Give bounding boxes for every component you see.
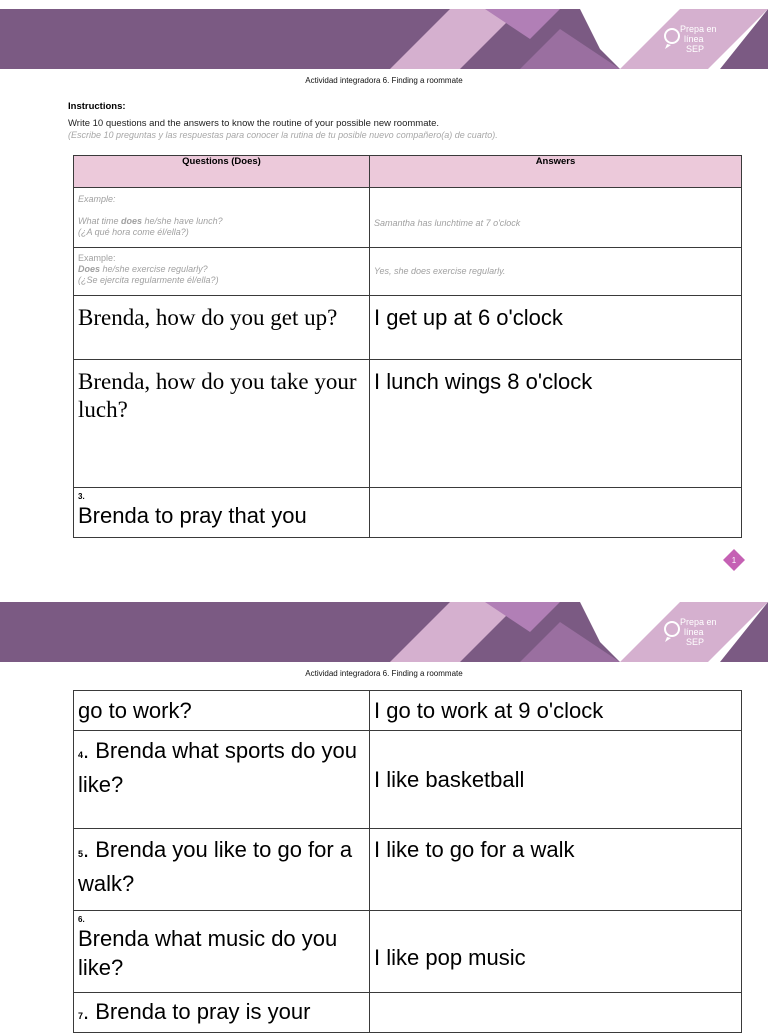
question-cell[interactable] bbox=[74, 296, 370, 360]
question-cell[interactable] bbox=[74, 731, 370, 829]
table-row bbox=[74, 488, 742, 538]
table-row bbox=[74, 360, 742, 488]
answer-cell[interactable] bbox=[370, 829, 742, 911]
answer-cell[interactable] bbox=[370, 731, 742, 829]
question-text: Brenda what music do you like? bbox=[78, 926, 338, 980]
question-number: 4 bbox=[78, 750, 84, 760]
question-text: Brenda, how do you take your luch? bbox=[78, 369, 357, 422]
question-cell[interactable] bbox=[74, 911, 370, 993]
example-1-label: Example: bbox=[78, 194, 116, 204]
question-number: 5 bbox=[78, 849, 84, 859]
question-text: go to work? bbox=[78, 698, 192, 723]
logo-line-1: Prepa en bbox=[680, 24, 717, 34]
answer-text: I like to go for a walk bbox=[374, 837, 575, 862]
answer-cell[interactable] bbox=[370, 993, 742, 1033]
answer-text: I lunch wings 8 o'clock bbox=[374, 369, 593, 394]
table-row bbox=[74, 829, 742, 911]
example-2-label: Example: bbox=[78, 253, 116, 263]
table-row bbox=[74, 691, 742, 731]
questions-table-page-2 bbox=[73, 690, 742, 1033]
example-2-answer-cell[interactable] bbox=[370, 248, 742, 296]
logo-icon bbox=[662, 27, 682, 49]
question-cell[interactable] bbox=[74, 829, 370, 911]
example-2-question-cell[interactable] bbox=[74, 248, 370, 296]
question-text: Brenda, how do you get up? bbox=[78, 305, 338, 330]
logo-line-1: Prepa en bbox=[680, 617, 717, 627]
example-1-question-cell[interactable] bbox=[74, 188, 370, 248]
header-banner-page-2 bbox=[0, 602, 768, 662]
table-row bbox=[74, 296, 742, 360]
answer-text: I go to work at 9 o'clock bbox=[374, 698, 604, 723]
logo-line-2: línea bbox=[684, 34, 704, 44]
question-text: 4. Brenda what sports do you like? bbox=[78, 738, 357, 797]
logo-line-3: SEP bbox=[686, 637, 705, 647]
logo-line-2: línea bbox=[684, 627, 704, 637]
example-1-question-spanish: (¿A qué hora come él/ella?) bbox=[78, 227, 189, 237]
answer-cell[interactable] bbox=[370, 296, 742, 360]
header-banner bbox=[0, 9, 768, 69]
example-row-1 bbox=[74, 188, 742, 248]
questions-table-page-1 bbox=[73, 155, 742, 538]
page-number: 1 bbox=[731, 556, 737, 565]
logo bbox=[662, 23, 722, 59]
answers-header: Answers bbox=[370, 156, 742, 188]
instructions-label: Instructions: bbox=[68, 101, 126, 112]
answer-cell[interactable] bbox=[370, 488, 742, 538]
answer-cell[interactable] bbox=[370, 911, 742, 993]
question-cell[interactable] bbox=[74, 993, 370, 1033]
example-1-answer-cell[interactable] bbox=[370, 188, 742, 248]
question-text: 7. Brenda to pray is your bbox=[78, 999, 311, 1024]
logo-line-3: SEP bbox=[686, 44, 705, 54]
instructions-english: Write 10 questions and the answers to know the routine of your possible new roommate. bbox=[68, 118, 440, 129]
example-2-answer: Yes, she does exercise regularly. bbox=[374, 266, 506, 276]
logo-icon bbox=[662, 620, 682, 642]
table-row bbox=[74, 911, 742, 993]
question-number: 7 bbox=[78, 1011, 84, 1021]
question-cell[interactable] bbox=[74, 488, 370, 538]
answer-text: I like basketball bbox=[374, 767, 525, 792]
example-row-2 bbox=[74, 248, 742, 296]
question-text: Brenda to pray that you bbox=[78, 503, 307, 528]
answer-cell[interactable] bbox=[370, 360, 742, 488]
example-2-question-spanish: (¿Se ejercita regularmente él/ella?) bbox=[78, 275, 219, 285]
example-1-answer: Samantha has lunchtime at 7 o'clock bbox=[374, 218, 521, 228]
answer-text: I like pop music bbox=[374, 945, 526, 970]
question-number: 6. bbox=[78, 915, 85, 924]
example-1-question: What time does he/she have lunch? bbox=[78, 216, 223, 226]
answer-cell[interactable] bbox=[370, 691, 742, 731]
table-row bbox=[74, 993, 742, 1033]
instructions-spanish: (Escribe 10 preguntas y las respuestas para conocer la rutina de tu posible nuevo compañero(a) de cuarto). bbox=[68, 130, 498, 140]
question-cell[interactable] bbox=[74, 360, 370, 488]
answer-text: I get up at 6 o'clock bbox=[374, 305, 563, 330]
document-title: Actividad integradora 6. Finding a roommate bbox=[305, 76, 463, 85]
question-text: 5. Brenda you like to go for a walk? bbox=[78, 837, 353, 896]
example-2-question: Does he/she exercise regularly? bbox=[78, 264, 208, 274]
logo bbox=[662, 616, 722, 652]
table-row bbox=[74, 731, 742, 829]
table-header-row bbox=[74, 156, 742, 188]
document-title-page-2: Actividad integradora 6. Finding a roommate bbox=[305, 669, 463, 678]
question-number: 3. bbox=[78, 492, 85, 501]
question-cell[interactable] bbox=[74, 691, 370, 731]
page-number-badge bbox=[722, 548, 746, 572]
questions-header: Questions (Does) bbox=[74, 156, 370, 188]
